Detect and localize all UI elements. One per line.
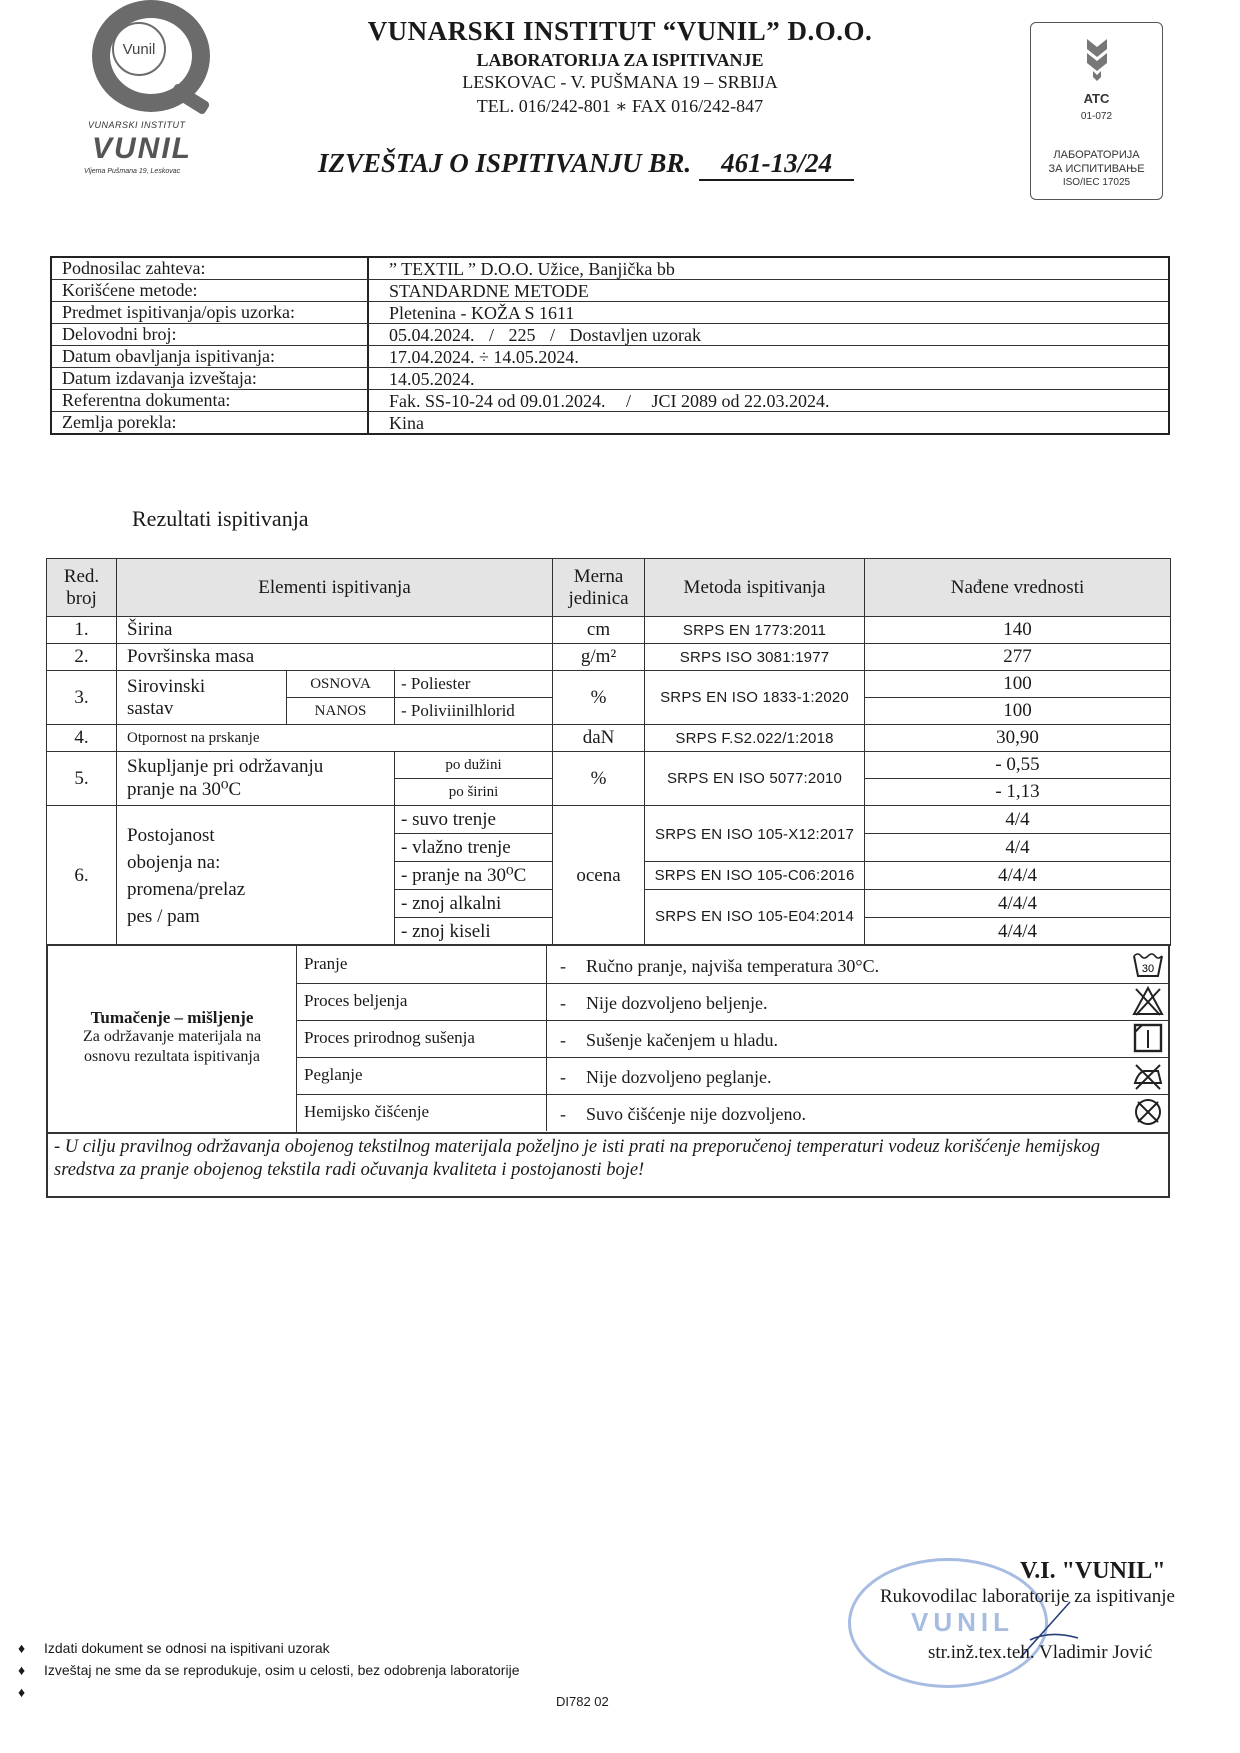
row-method: SRPS EN ISO 105-E04:2014: [654, 908, 855, 925]
row-element-line: pranje na 30⁰C: [127, 779, 242, 800]
info-row-origin: [52, 412, 1168, 433]
bullet-icon: ♦: [18, 1640, 26, 1656]
header-red-broj: Red. broj: [47, 559, 117, 617]
table-row: [47, 752, 1171, 779]
info-value: STANDARDNE METODE: [389, 281, 589, 301]
colorfastness-test: - pranje na 30⁰C: [395, 862, 552, 890]
interpretation-title: Tumačenje – mišljenje: [90, 1008, 254, 1027]
row-element: Širina: [117, 617, 553, 644]
row-value: 30,90: [865, 725, 1171, 752]
info-row-registry: [52, 324, 1168, 346]
line-dry-shade-icon: [1132, 1022, 1164, 1054]
info-value: 14.05.2024.: [389, 369, 475, 389]
info-label: Zemlja porekla:: [52, 412, 369, 433]
row-number: 4.: [47, 725, 117, 752]
care-row-ironing: [296, 1057, 1170, 1095]
table-row: [47, 671, 1171, 698]
colorfastness-test: - znoj alkalni: [395, 890, 552, 918]
care-key: Hemijsko čišćenje: [304, 1102, 430, 1121]
row-unit: cm: [553, 617, 645, 644]
row-value: 140: [865, 617, 1171, 644]
colorfastness-values: [865, 806, 1171, 946]
row-method: SRPS EN ISO 5077:2010: [645, 752, 865, 806]
results-title: Rezultati ispitivanja: [132, 506, 309, 531]
stamp-text: VUNIL: [911, 1607, 1014, 1637]
vunil-logo: [82, 0, 222, 180]
info-label: Predmet ispitivanja/opis uzorka:: [52, 302, 369, 323]
document-id: DI782 02: [556, 1694, 609, 1709]
table-row: [47, 644, 1171, 671]
hand-wash-temperature: 30: [1141, 963, 1155, 975]
care-dash: -: [560, 1030, 566, 1050]
report-label: IZVEŠTAJ O ISPITIVANJU BR.: [318, 148, 692, 178]
row-unit: %: [553, 671, 645, 725]
registry-number: 225: [508, 325, 536, 345]
row-element: Površinska masa: [117, 644, 553, 671]
signature-role: Rukovodilac laboratorije za ispitivanje: [880, 1586, 1175, 1607]
row-number: 3.: [47, 671, 117, 725]
shrinkage-direction: po dužini: [395, 752, 553, 779]
row-element-line: Sirovinski: [127, 675, 206, 697]
no-iron-icon: [1132, 1059, 1164, 1091]
care-instructions: [46, 944, 1170, 1134]
row-number: 1.: [47, 617, 117, 644]
row-element-colorfastness: [117, 806, 395, 946]
header-elements: Elementi ispitivanja: [117, 559, 553, 617]
row-value: 277: [865, 644, 1171, 671]
header-values: Nađene vrednosti: [865, 559, 1171, 617]
care-value: Suvo čišćenje nije dozvoljeno.: [586, 1104, 806, 1124]
info-value: 05.04.2024. / 225 / Dostavljen uzorak: [389, 325, 701, 345]
institute-name: VUNARSKI INSTITUT “VUNIL” D.O.O.: [367, 16, 873, 46]
reference-jci: JCI 2089 od 22.03.2024.: [651, 391, 830, 411]
atc-number: 01-072: [1080, 111, 1113, 122]
care-value: Nije dozvoljeno peglanje.: [586, 1067, 772, 1087]
signature-name: str.inž.tex.teh. Vladimir Jović: [928, 1642, 1153, 1663]
care-key: Peglanje: [304, 1065, 363, 1084]
info-label: Datum obavljanja ispitivanja:: [52, 346, 369, 367]
lab-address: LESKOVAC - V. PUŠMANA 19 – SRBIJA: [462, 72, 778, 92]
colorfastness-test: - znoj kiseli: [401, 921, 491, 942]
care-dash: -: [560, 956, 566, 976]
care-key: Proces prirodnog sušenja: [304, 1028, 475, 1047]
info-row-methods: [52, 280, 1168, 302]
row-value: 4/4/4: [998, 921, 1038, 942]
row-value: 4/4/4: [865, 890, 1170, 918]
care-row-drying: [296, 1020, 1170, 1058]
info-value: Fak. SS-10-24 od 09.01.2024. / JCI 2089 od 22.03.2024.: [389, 391, 830, 411]
atc-line3: ISO/IEC 17025: [1062, 177, 1131, 188]
report-title: [318, 148, 854, 181]
row-unit: %: [553, 752, 645, 806]
row-value: 100: [865, 671, 1171, 698]
care-note: - U cilju pravilnog održavanja obojenog tekstilnog materijala poželjno je isti prati na preporučenoj temperaturi vodeuz korišćenje hemijskog sredstva za pranje obojenog tekstila radi očuvanja kvaliteta i postojanosti boje!: [54, 1137, 1100, 1180]
info-row-issue-date: [52, 368, 1168, 390]
row-method: SRPS EN ISO 1833-1:2020: [645, 671, 865, 725]
care-value: Sušenje kačenjem u hladu.: [586, 1030, 778, 1050]
row-value: 4/4: [865, 834, 1170, 862]
row-element-line: sastav: [127, 697, 174, 719]
info-label: Korišćene metode:: [52, 280, 369, 301]
row-method: SRPS EN ISO 105-X12:2017: [645, 808, 864, 862]
care-value: Nije dozvoljeno beljenje.: [586, 993, 768, 1013]
care-dash: -: [560, 1067, 566, 1087]
care-row-washing: [296, 946, 1170, 984]
interpretation-sub: Za održavanje materijala na: [82, 1028, 262, 1045]
care-row-bleaching: [296, 983, 1170, 1021]
accreditation-badge: [1030, 22, 1163, 200]
table-row: [47, 725, 1171, 752]
row-element-line: Skupljanje pri održavanju: [127, 756, 324, 777]
row-unit: g/m²: [553, 644, 645, 671]
request-info-table: [50, 256, 1170, 435]
info-label: Referentna dokumenta:: [52, 390, 369, 411]
care-dash: -: [560, 993, 566, 1013]
row-method: SRPS EN ISO 105-C06:2016: [645, 862, 864, 890]
lab-name: LABORATORIJA ZA ISPITIVANJE: [476, 50, 764, 70]
colorfastness-methods: [645, 806, 865, 946]
row-method: SRPS ISO 3081:1977: [645, 644, 865, 671]
interpretation-label: [48, 946, 297, 1134]
care-value: Ručno pranje, najviša temperatura 30°C.: [586, 956, 880, 976]
atc-logo-icon: [1083, 35, 1111, 83]
atc-line2: ЗА ИСПИТИВАЊЕ: [1048, 163, 1145, 175]
info-row-reference: [52, 390, 1168, 412]
row-unit: ocena: [553, 806, 645, 946]
row-element-shrinkage: [117, 752, 395, 806]
results-table: [46, 558, 1171, 946]
row-element: Otpornost na prskanje: [117, 725, 553, 752]
registry-date: 05.04.2024.: [389, 325, 475, 345]
care-key: Pranje: [304, 954, 348, 973]
composition-part: NANOS: [287, 698, 395, 725]
info-row-submitter: [52, 258, 1168, 280]
no-dry-clean-icon: [1132, 1096, 1164, 1128]
row-number: 2.: [47, 644, 117, 671]
report-number: 461-13/24: [699, 148, 854, 181]
table-row: [47, 617, 1171, 644]
info-row-sample: [52, 302, 1168, 324]
info-value: Kina: [389, 413, 424, 433]
colorfastness-test: - suvo trenje: [395, 806, 552, 834]
colorfastness-test: - vlažno trenje: [395, 834, 552, 862]
bullet-icon: ♦: [18, 1662, 26, 1678]
no-bleach-icon: [1132, 985, 1164, 1017]
logo-address: Vljema Pušmana 19, Leskovac: [84, 168, 181, 175]
row-value: - 1,13: [865, 779, 1171, 806]
footer-note: [18, 1662, 519, 1678]
row-value: - 0,55: [865, 752, 1171, 779]
row-element-line: pes / pam: [127, 905, 200, 927]
row-number: 5.: [47, 752, 117, 806]
info-label: Datum izdavanja izveštaja:: [52, 368, 369, 389]
atc-title: ATC: [1083, 91, 1110, 106]
care-key: Proces beljenja: [304, 991, 408, 1010]
info-value: 17.04.2024. ÷ 14.05.2024.: [389, 347, 579, 367]
logo-vunil-mark: Vunil: [112, 22, 166, 76]
footer-line: Izveštaj ne sme da se reprodukuje, osim u celosti, bez odobrenja laboratorije: [44, 1662, 520, 1678]
row-element-line: promena/prelaz: [127, 878, 246, 900]
info-label: Podnosilac zahteva:: [52, 258, 369, 279]
info-value: ” TEXTIL ” D.O.O. Užice, Banjička bb: [389, 259, 675, 279]
info-label: Delovodni broj:: [52, 324, 369, 345]
care-dash: -: [560, 1104, 566, 1124]
row-method: SRPS EN 1773:2011: [645, 617, 865, 644]
hand-wash-30-icon: [1132, 948, 1164, 980]
footer-note: [18, 1640, 330, 1656]
composition-material: - Poliester: [395, 671, 553, 698]
table-header-row: [47, 559, 1171, 617]
info-row-test-date: [52, 346, 1168, 368]
row-element-composition: [117, 671, 287, 725]
composition-part: OSNOVA: [287, 671, 395, 698]
logo-wordmark: VUNIL: [92, 132, 192, 165]
interpretation-sub: osnovu rezultata ispitivanja: [84, 1048, 260, 1065]
header-unit: Merna jedinica: [553, 559, 645, 617]
table-row: [47, 806, 1171, 946]
composition-material: - Poliviinilhlorid: [395, 698, 553, 725]
row-value: 100: [865, 698, 1171, 725]
row-method: SRPS F.S2.022/1:2018: [645, 725, 865, 752]
registry-note: Dostavljen uzorak: [569, 325, 701, 345]
row-unit: daN: [553, 725, 645, 752]
colorfastness-tests: [395, 806, 553, 946]
care-row-dry-cleaning: [296, 1094, 1170, 1132]
shrinkage-direction: po širini: [395, 779, 553, 806]
row-element-line: obojenja na:: [127, 851, 221, 873]
footer-line: Izdati dokument se odnosi na ispitivani uzorak: [44, 1640, 330, 1656]
bullet-icon: ♦: [18, 1684, 26, 1700]
reference-invoice: Fak. SS-10-24 od 09.01.2024.: [389, 391, 606, 411]
row-value: 4/4/4: [865, 862, 1170, 890]
atc-line1: ЛАБОРАТОРИЈА: [1053, 149, 1140, 161]
row-value: 4/4: [865, 806, 1170, 834]
logo-subtitle: VUNARSKI INSTITUT: [88, 120, 186, 130]
footer-note: [18, 1684, 44, 1700]
row-number: 6.: [47, 806, 117, 946]
lab-phone: TEL. 016/242-801 ∗ FAX 016/242-847: [476, 96, 764, 116]
signature-org: V.I. "VUNIL": [1020, 1558, 1166, 1584]
row-element-line: Postojanost: [127, 824, 215, 846]
header-method: Metoda ispitivanja: [645, 559, 865, 617]
info-value: Pletenina - KOŽA S 1611: [389, 303, 575, 323]
